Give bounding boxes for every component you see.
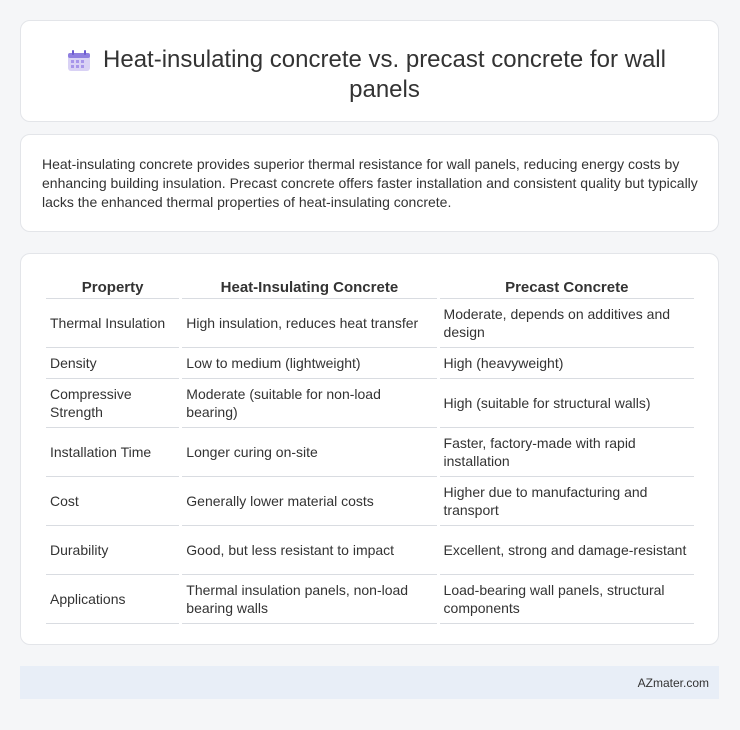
header-property: Property	[46, 277, 179, 299]
row-property: Compressive Strength	[46, 379, 179, 428]
footer-bar	[20, 666, 719, 699]
page-title: Heat-insulating concrete vs. precast concrete for wall panels	[103, 46, 666, 103]
row-precast: Faster, factory-made with rapid installation	[440, 428, 694, 477]
row-property: Installation Time	[46, 428, 179, 477]
row-heat-insulating: High insulation, reduces heat transfer	[182, 299, 436, 348]
row-heat-insulating: Good, but less resistant to impact	[182, 526, 436, 575]
row-property: Applications	[46, 575, 179, 624]
table-header-row	[46, 277, 694, 299]
row-precast: Load-bearing wall panels, structural components	[440, 575, 694, 624]
row-property: Durability	[46, 526, 179, 575]
row-precast: Moderate, depends on additives and design	[440, 299, 694, 348]
footer-brand: AZmater.com	[637, 676, 709, 690]
table-row	[46, 477, 694, 526]
row-property: Cost	[46, 477, 179, 526]
row-precast: High (suitable for structural walls)	[440, 379, 694, 428]
row-property: Thermal Insulation	[46, 299, 179, 348]
row-heat-insulating: Thermal insulation panels, non-load bearing walls	[182, 575, 436, 624]
table-row	[46, 379, 694, 428]
row-precast: Higher due to manufacturing and transport	[440, 477, 694, 526]
intro-paragraph: Heat-insulating concrete provides superior thermal resistance for wall panels, reducing energy costs by enhancing building insulation. Precast concrete offers faster installation and consistent quality but typically lacks the enhanced thermal properties of heat-insulating concrete.	[42, 156, 698, 210]
row-precast: High (heavyweight)	[440, 348, 694, 379]
comparison-card	[20, 253, 719, 645]
row-heat-insulating: Longer curing on-site	[182, 428, 436, 477]
table-row	[46, 299, 694, 348]
row-heat-insulating: Moderate (suitable for non-load bearing)	[182, 379, 436, 428]
table-row	[46, 348, 694, 379]
header-heat-insulating: Heat-Insulating Concrete	[182, 277, 436, 299]
table-row	[46, 428, 694, 477]
header-precast: Precast Concrete	[440, 277, 694, 299]
row-heat-insulating: Generally lower material costs	[182, 477, 436, 526]
table-row	[46, 575, 694, 624]
row-heat-insulating: Low to medium (lightweight)	[182, 348, 436, 379]
row-property: Density	[46, 348, 179, 379]
row-precast: Excellent, strong and damage-resistant	[440, 526, 694, 575]
comparison-table	[43, 277, 697, 624]
table-row	[46, 526, 694, 575]
intro-card	[20, 134, 719, 232]
title-card	[20, 20, 719, 122]
